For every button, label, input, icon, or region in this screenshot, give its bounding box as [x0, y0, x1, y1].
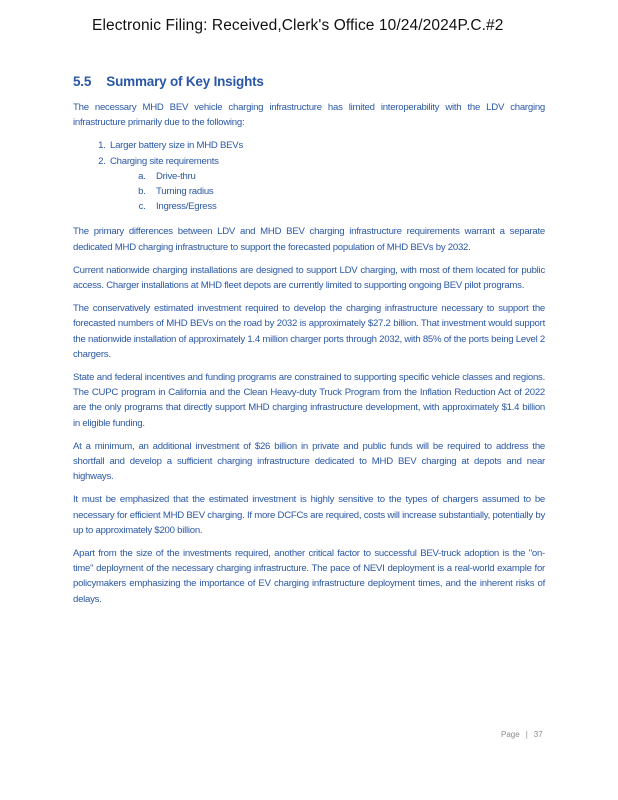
body-paragraph: Current nationwide charging installations are designed to support LDV charging, with most of them located for public access. Charger installations at MHD fleet depots are currently limited to supporting ongoing BEV pilot programs. [73, 264, 545, 292]
page-footer: Page | 37 [501, 730, 543, 739]
section-title: Summary of Key Insights [106, 74, 264, 89]
filing-stamp-header: Electronic Filing: Received,Clerk's Office 10/24/2024P.C.#2 [92, 17, 504, 34]
page-number: 37 [533, 730, 543, 739]
list-item: 2. Charging site requirements a. Drive-thru b. Turning radius c. Ingress/Egress [108, 154, 545, 215]
list-item: c. Ingress/Egress [148, 199, 545, 214]
list-item: 1. Larger battery size in MHD BEVs [108, 138, 545, 153]
body-paragraph: At a minimum, an additional investment of $26 billion in private and public funds will be required to address the shortfall and develop a sufficient charging infrastructure dedicated to MHD BEV charging at depots and near highways. [73, 440, 545, 483]
body-paragraph: It must be emphasized that the estimated investment is highly sensitive to the types of chargers assumed to be necessary for efficient MHD BEV charging. If more DCFCs are required, costs will increase substantially, potentially by up to approximately $200 billion. [73, 494, 545, 536]
section-body [73, 100, 545, 615]
body-paragraph: State and federal incentives and funding programs are constrained to supporting specific vehicle classes and regions. The CUPC program in California and the Clean Heavy-duty Truck Program from the Inflation Reduction Act of 2022 are the only programs that directly support MHD charging infrastructure development, with approximately $1.4 billion in eligible funding. [73, 372, 545, 429]
body-paragraph: The primary differences between LDV and MHD BEV charging infrastructure requirements warrant a separate dedicated MHD charging infrastructure to support the forecasted population of MHD BEVs by 2032. [73, 226, 545, 253]
requirements-list [73, 138, 545, 214]
intro-paragraph: The necessary MHD BEV vehicle charging infrastructure has limited interoperability with the LDV charging infrastructure primarily due to the following: [73, 102, 545, 129]
list-item: b. Turning radius [148, 184, 545, 199]
page-label: Page [501, 730, 520, 739]
section-heading [73, 74, 264, 89]
list-item: a. Drive-thru [148, 169, 545, 184]
body-paragraph: The conservatively estimated investment required to develop the charging infrastructure necessary to support the forecasted numbers of MHD BEVs on the road by 2032 is approximately $27.2 billion. That investment would support the nationwide installation of approximately 1.4 million charger ports through 2032, with 85% of the ports being Level 2 chargers. [73, 303, 545, 360]
section-number: 5.5 [73, 74, 92, 89]
site-requirements-sublist [110, 169, 545, 215]
body-paragraph: Apart from the size of the investments required, another critical factor to successful BEV-truck adoption is the "on-time" deployment of the necessary charging infrastructure. The pace of NEVI deployment is a real-world example for policymakers emphasizing the importance of EV charging infrastructure deployment times, and the inherent risks of delays. [73, 548, 545, 605]
